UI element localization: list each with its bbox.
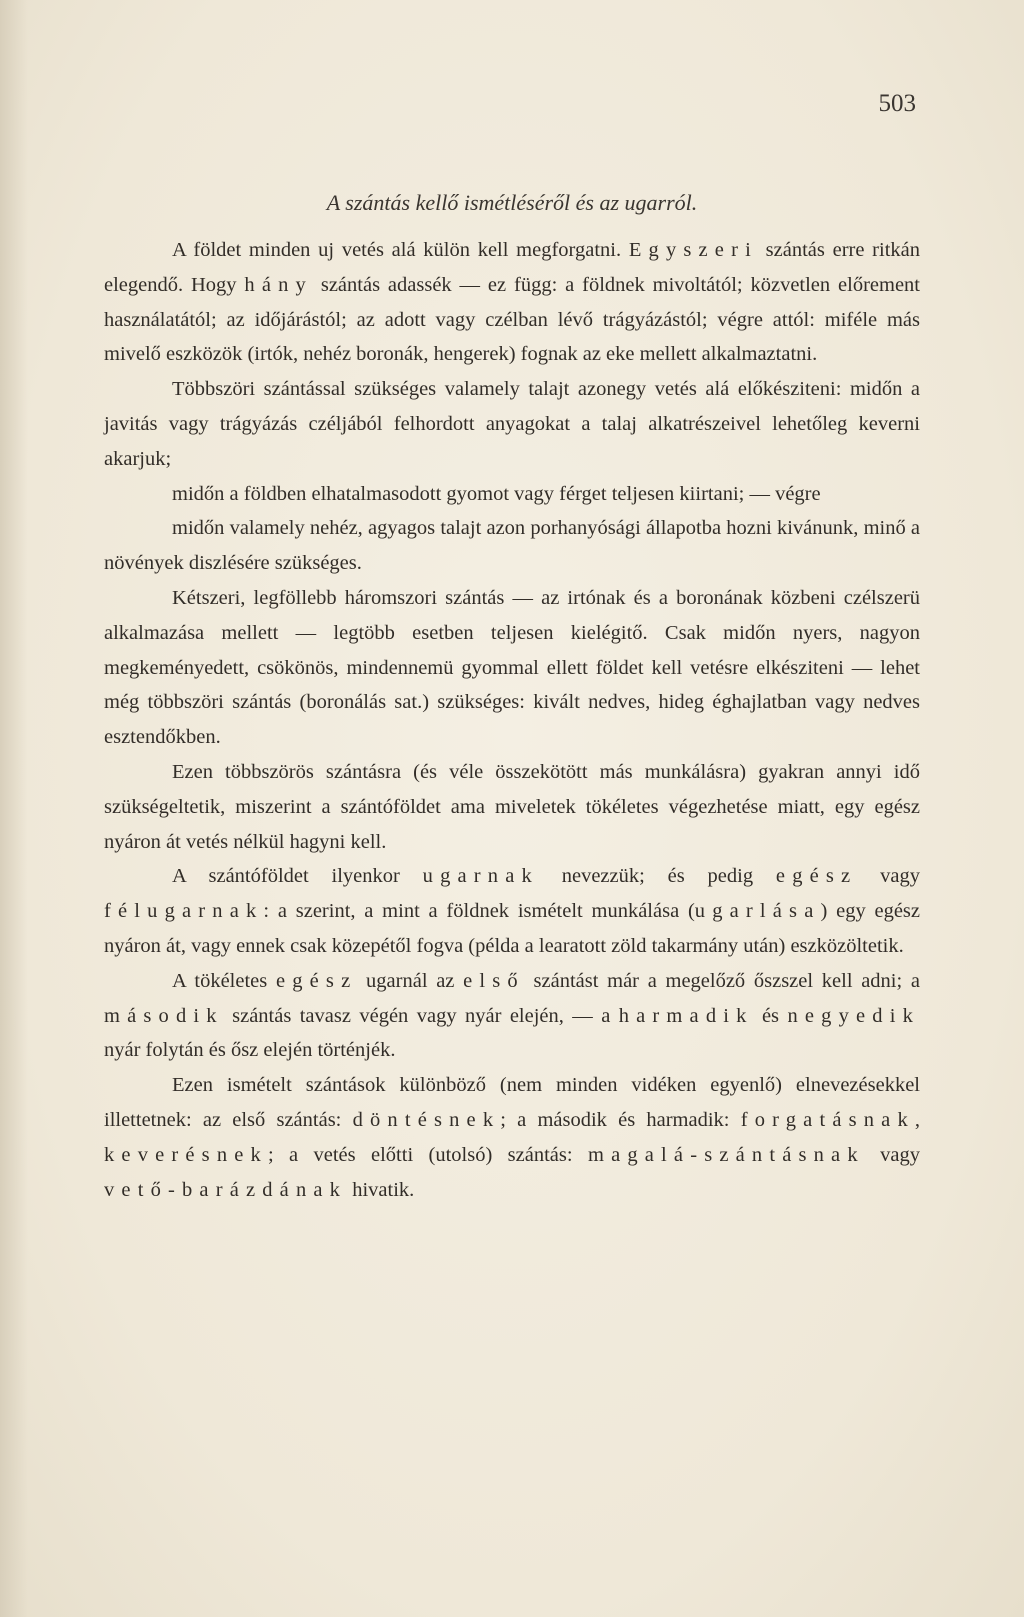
paragraph-p2 (104, 372, 920, 476)
spaced-emphasis: Egyszeri (628, 239, 758, 261)
text-run: és (753, 1004, 788, 1027)
paragraph-p8 (104, 964, 920, 1068)
paragraph-p3 (104, 477, 920, 512)
text-run: A földet minden uj vetés alá külön kell megforgatni. (172, 239, 629, 261)
text-run: nyár folytán és ősz elején történjék. (104, 1039, 396, 1062)
text-run: : a szerint, a mint a földnek ismételt munkálása ( (263, 900, 695, 923)
text-run: ; a vetés előtti (utolsó) szántás: (267, 1143, 588, 1166)
text-run: szántás adassék — ez függ: a földnek mivoltától; közvetlen előrement használatától; az időjárástól; az adott vagy czélban lévő trágyázástól; végre attól: miféle más mivelő eszközök (irtók, nehéz boronák, hengerek) fognak az eke mellett alkalmaztatni. (104, 273, 920, 366)
text-run: nevezzük; és pedig (538, 865, 776, 888)
text-run: hivatik. (347, 1178, 415, 1201)
text-run: szántást már a megelőző őszszel kell adni; a (524, 969, 920, 992)
text-run: vagy (857, 865, 920, 888)
text-run: Kétszeri, legföllebb háromszori szántás — az irtónak és a boronának közbeni czélszerü alkalmazása mellett — legtöbb esetben teljesen kielégitő. Csak midőn nyers, nagyon megkeményedett, csökönös, mindennemü gyommal ellett földet kell vetésre elkésziteni — lehet még többszöri szántás (boronálás sat.) szükséges: kivált nedves, hideg éghajlatban vagy nedves esztendőkben. (104, 586, 920, 749)
text-run: Ezen ismételt szántások különböző (nem minden vidéken egyenlő) elnevezésekkel illettetnek: az első szántás: (104, 1074, 920, 1131)
paragraph-p7 (104, 859, 920, 963)
spaced-emphasis: második (104, 1004, 224, 1027)
text-run: szántás erre ritkán elegendő. Hogy (104, 239, 920, 296)
spaced-emphasis: keverésnek (104, 1143, 268, 1166)
paragraph-p6 (104, 755, 920, 859)
spaced-emphasis: döntésnek (352, 1108, 501, 1131)
spaced-emphasis: magalá-szántásnak (587, 1143, 865, 1166)
spaced-emphasis: negyedik (787, 1004, 920, 1027)
text-run: ; a második és harmadik: (500, 1108, 741, 1131)
spaced-emphasis: forgatásnak (740, 1108, 915, 1131)
text-run: midőn valamely nehéz, agyagos talajt azon porhanyósági állapotba hozni kivánunk, minő a növények diszlésére szükséges. (104, 517, 920, 575)
spaced-emphasis: ugarnak (422, 865, 539, 888)
spaced-emphasis: vető-barázdának (104, 1178, 348, 1201)
spaced-emphasis: első (463, 969, 525, 992)
text-run: A tökéletes (172, 969, 276, 992)
paragraph-p1 (104, 233, 920, 372)
spaced-emphasis: hány (244, 273, 313, 296)
text-run: midőn a földben elhatalmasodott gyomot vagy férget teljesen kiirtani; — végre (172, 482, 821, 505)
body-text (104, 233, 920, 1207)
paragraph-p9 (104, 1068, 920, 1207)
paragraph-p5 (104, 581, 920, 755)
page-number: 503 (878, 90, 916, 117)
text-run: , (914, 1108, 921, 1131)
spaced-emphasis: harmadik (618, 1004, 754, 1027)
paragraph-p4 (104, 511, 920, 581)
text-run: szántás tavasz végén vagy nyár elején, — a (223, 1004, 619, 1027)
text-run: ) egy egész nyáron át, vagy ennek csak közepétől fogva (példa a learatott zöld takarmány után) eszközöltetik. (104, 900, 920, 957)
section-heading: A szántás kellő ismétléséről és az ugarról. (326, 190, 698, 215)
text-run: A szántóföldet ilyenkor (172, 865, 423, 888)
text-run: Többszöri szántással szükséges valamely talajt azonegy vetés alá előkésziteni: midőn a javitás vagy trágyázás czéljából felhordott anyagokat a talaj alkatrészeivel lehetőleg keverni akarjuk; (104, 378, 920, 470)
text-run: Ezen többszörös szántásra (és véle összekötött más munkálásra) gyakran annyi idő szükségeltetik, miszerint a szántóföldet ama miveletek tökéletes végezhetése miatt, egy egész nyáron át vetés nélkül hagyni kell. (104, 760, 920, 853)
spaced-emphasis: félugarnak (104, 900, 264, 923)
page-edge-shadow (0, 0, 28, 1617)
spaced-emphasis: ugarlása (694, 900, 821, 923)
text-run: ugarnál az (357, 969, 464, 992)
spaced-emphasis: egész (775, 865, 858, 888)
spaced-emphasis: egész (275, 969, 358, 992)
text-run: vagy (864, 1143, 920, 1166)
